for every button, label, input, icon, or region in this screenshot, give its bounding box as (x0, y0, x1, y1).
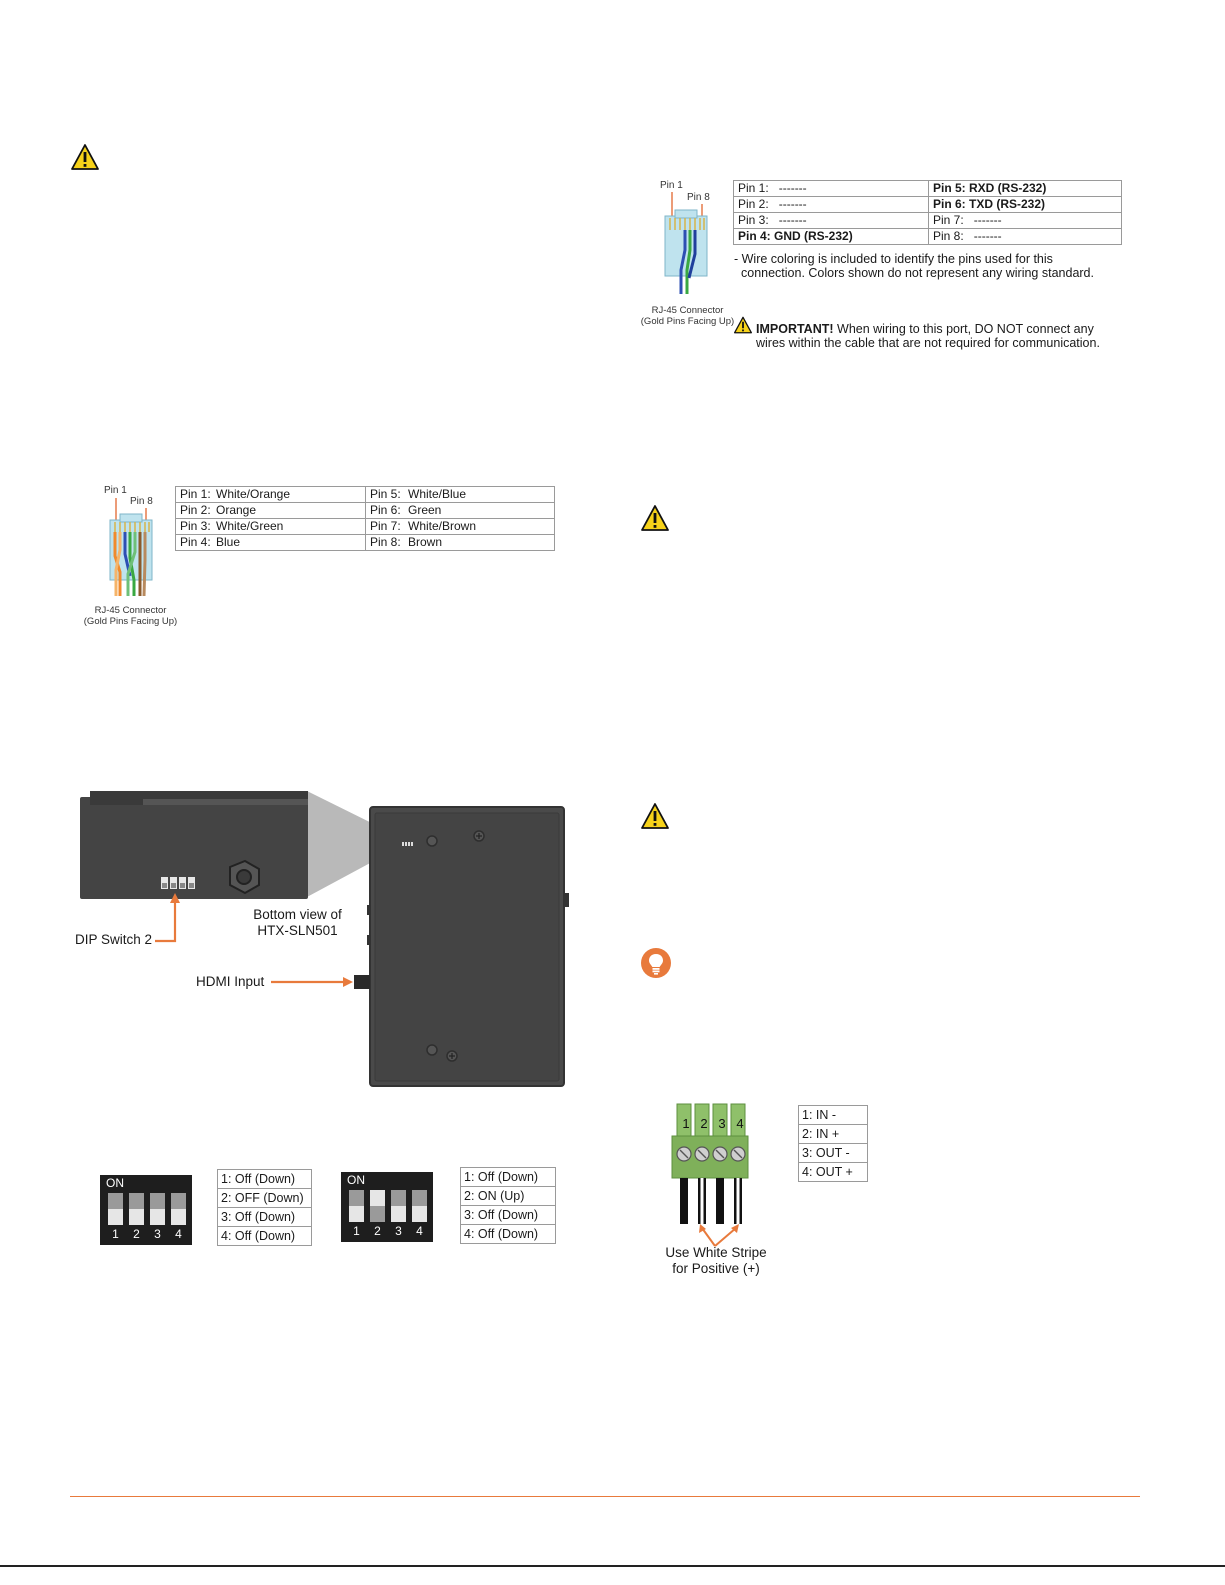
connector-caption: RJ-45 Connector (Gold Pins Facing Up) (640, 305, 735, 327)
table-row: 2: OFF (Down) (218, 1189, 312, 1208)
table-row: 3: Off (Down) (218, 1208, 312, 1227)
terminal-pinout-table (798, 1105, 868, 1182)
table-row: Pin 4: Blue Pin 8: Brown (176, 535, 555, 551)
dip-switch-2 (370, 1190, 385, 1222)
table-row: Pin 3: White/Green Pin 7: White/Brown (176, 519, 555, 535)
lightbulb-tip-icon (640, 947, 672, 979)
table-row: 4: Off (Down) (461, 1225, 556, 1244)
table-row: 3: Off (Down) (461, 1206, 556, 1225)
rs232-pinout-table (733, 180, 1122, 245)
pin1-label: Pin 1 (660, 180, 683, 191)
pin8-label: Pin 8 (130, 496, 153, 507)
warning-icon (640, 802, 670, 830)
table-row: Pin 1: White/Orange Pin 5: White/Blue (176, 487, 555, 503)
wire-coloring-note: - Wire coloring is included to identify the pins used for this connection. Colors shown do not represent any wiring standard. (734, 252, 1094, 280)
table-row: Pin 1: ------- Pin 5: RXD (RS-232) (734, 181, 1122, 197)
table-row: Pin 4: GND (RS-232) Pin 8: ------- (734, 229, 1122, 245)
table-row: 1: Off (Down) (218, 1170, 312, 1189)
rj45-connector-icon (100, 496, 160, 600)
connector-caption: RJ-45 Connector (Gold Pins Facing Up) (83, 605, 178, 627)
dip-switch-label: DIP Switch 2 (75, 932, 153, 947)
switch-knob (391, 1206, 406, 1222)
dip-numbers: 1 2 3 4 (353, 1224, 423, 1238)
dip-numbers: 1 2 3 4 (112, 1227, 182, 1241)
dip-switch-1 (108, 1193, 123, 1225)
table-row: 4: Off (Down) (218, 1227, 312, 1246)
switch-knob (129, 1209, 144, 1225)
terminal-numbers: 1 2 3 4 (682, 1116, 744, 1131)
dip-on-label: ON (106, 1176, 124, 1190)
table-row: 3: OUT - (799, 1144, 868, 1163)
switch-knob (412, 1206, 427, 1222)
warning-icon (733, 316, 753, 334)
dip-settings-table-b (460, 1167, 556, 1244)
white-stripe-note: Use White Stripe for Positive (+) (665, 1245, 767, 1276)
switch-knob (370, 1190, 385, 1206)
important-note: IMPORTANT! When wiring to this port, DO NOT connect any wires within the cable that are not required for communication. (756, 322, 1100, 350)
switch-knob (150, 1209, 165, 1225)
switch-knob (349, 1206, 364, 1222)
table-row: Pin 2: Orange Pin 6: Green (176, 503, 555, 519)
footer-divider (70, 1496, 1140, 1497)
pin1-label: Pin 1 (104, 485, 127, 496)
hdmi-input-label: HDMI Input (196, 974, 265, 989)
switch-knob (171, 1209, 186, 1225)
page-bottom-border (0, 1565, 1225, 1567)
warning-icon (70, 143, 100, 171)
pin8-label: Pin 8 (687, 192, 710, 203)
dip-switch-2 (129, 1193, 144, 1225)
table-row: 2: IN + (799, 1125, 868, 1144)
dip-switch-3 (391, 1190, 406, 1222)
dip-switch-4 (412, 1190, 427, 1222)
dip-on-label: ON (347, 1173, 365, 1187)
dip-switch-4 (171, 1193, 186, 1225)
ethernet-pinout-table (175, 486, 555, 551)
dip-settings-table-a (217, 1169, 312, 1246)
table-row: Pin 2: ------- Pin 6: TXD (RS-232) (734, 197, 1122, 213)
dip-switch-1 (349, 1190, 364, 1222)
bottom-view-label: Bottom view of HTX-SLN501 (253, 907, 342, 938)
table-row: 4: OUT + (799, 1163, 868, 1182)
rj45-connector-icon (655, 190, 715, 302)
table-row: Pin 3: ------- Pin 7: ------- (734, 213, 1122, 229)
table-row: 1: Off (Down) (461, 1168, 556, 1187)
table-row: 2: ON (Up) (461, 1187, 556, 1206)
table-row: 1: IN - (799, 1106, 868, 1125)
warning-icon (640, 504, 670, 532)
dip-switch-3 (150, 1193, 165, 1225)
switch-knob (108, 1209, 123, 1225)
